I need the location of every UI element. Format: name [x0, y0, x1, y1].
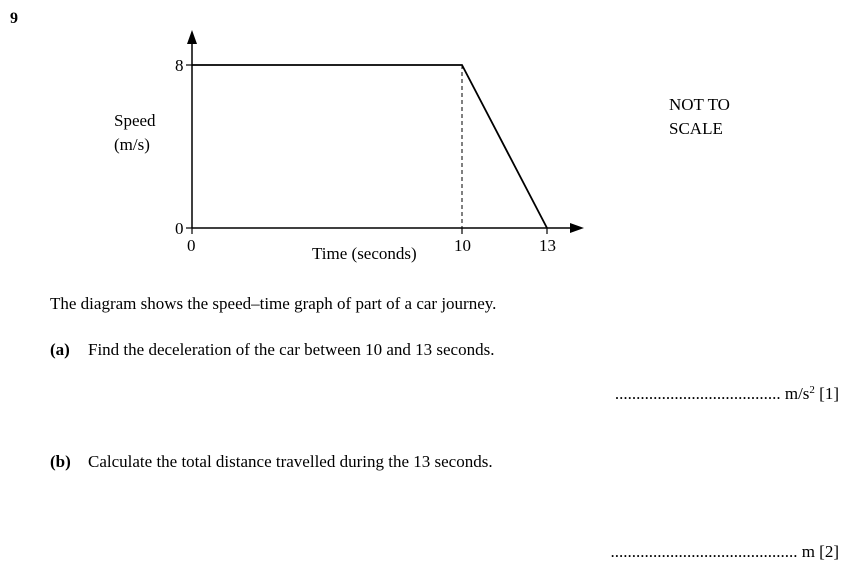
note-line2: SCALE: [669, 119, 723, 138]
y-axis-arrow: [187, 30, 197, 44]
question-intro: The diagram shows the speed–time graph of part of a car journey.: [50, 294, 497, 313]
x-tick-label-0: 0: [187, 236, 196, 255]
part-b-text: Calculate the total distance travelled during the 13 seconds.: [88, 452, 493, 471]
note-line1: NOT TO: [669, 95, 730, 114]
part-b-answer-line[interactable]: [610, 542, 839, 562]
y-axis-label-line1: Speed: [114, 111, 156, 130]
x-tick-label-10: 10: [454, 236, 471, 255]
part-a-marks: [1]: [819, 384, 839, 403]
y-tick-label-0: 0: [175, 219, 184, 238]
x-axis-label: Time (seconds): [312, 244, 417, 263]
part-a-unit: m/s: [784, 384, 810, 403]
part-b: [50, 452, 493, 472]
part-a-dots: .......................................: [614, 384, 781, 403]
not-to-scale-note: [669, 93, 730, 141]
part-a-text: Find the deceleration of the car between 10 and 13 seconds.: [88, 340, 495, 359]
y-tick-label-8: 8: [175, 56, 184, 75]
x-tick-label-13: 13: [539, 236, 556, 255]
y-axis-label: [114, 109, 156, 157]
part-b-marks: [2]: [819, 542, 839, 561]
x-axis-arrow: [570, 223, 584, 233]
question-number: 9: [10, 10, 18, 27]
part-a-unit-sup: 2: [809, 384, 815, 396]
part-b-unit: m: [801, 542, 815, 561]
part-a: [50, 340, 494, 360]
y-axis-label-line2: (m/s): [114, 135, 150, 154]
part-a-answer-line[interactable]: [615, 384, 839, 404]
part-a-label: (a): [50, 340, 70, 359]
speed-line: [192, 65, 547, 228]
part-b-label: (b): [50, 452, 71, 471]
part-b-dots: ............................................: [610, 542, 798, 561]
